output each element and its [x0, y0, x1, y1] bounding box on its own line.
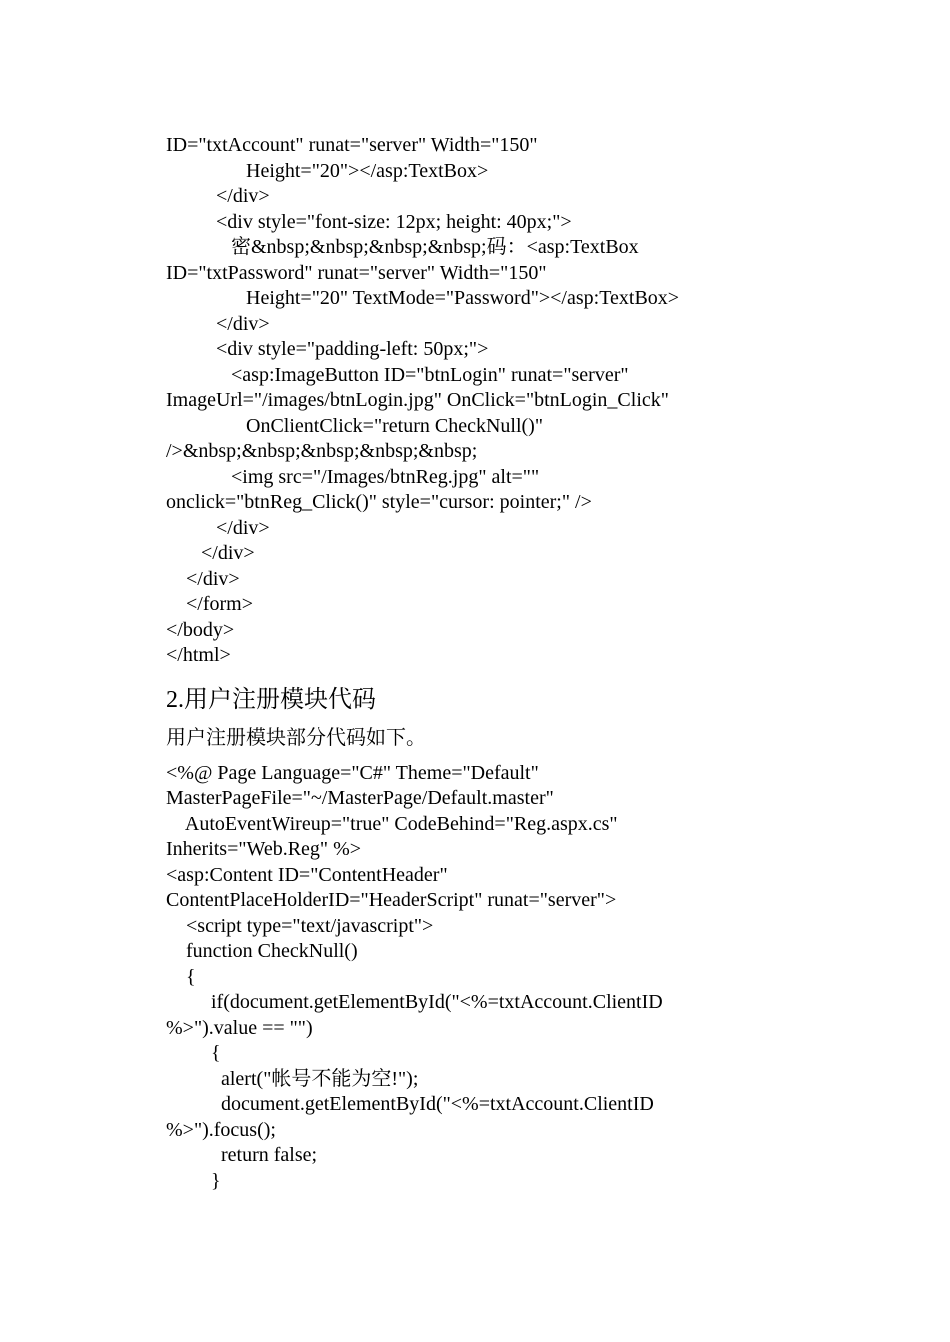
code-line: MasterPageFile="~/MasterPage/Default.master" — [166, 787, 554, 809]
section-intro-paragraph: 用户注册模块部分代码如下。 — [166, 726, 426, 749]
code-line: %>").value == "") — [166, 1016, 313, 1039]
code-line: %>").focus(); — [166, 1118, 276, 1141]
code-line: Height="20"></asp:TextBox> — [166, 159, 489, 182]
code-line: 密&nbsp;&nbsp;&nbsp;&nbsp;码：<asp:TextBox — [166, 236, 639, 258]
code-line: } — [166, 1169, 221, 1192]
code-line: document.getElementById("<%=txtAccount.ClientID — [166, 1093, 654, 1115]
code-line: </div> — [166, 185, 270, 207]
code-line: return false; — [166, 1144, 318, 1166]
code-line: ContentPlaceHolderID="HeaderScript" runat="server"> — [166, 889, 617, 911]
code-line: </body> — [166, 618, 235, 641]
code-line: </div> — [166, 516, 270, 539]
code-line: if(document.getElementById("<%=txtAccount.ClientID — [166, 991, 663, 1013]
code-line: AutoEventWireup="true" CodeBehind="Reg.aspx.cs" — [166, 812, 618, 835]
code-line: </html> — [166, 644, 231, 666]
code-line: <asp:Content ID="ContentHeader" — [166, 863, 448, 886]
code-line: { — [166, 965, 196, 988]
code-line: <div style="font-size: 12px; height: 40px;"> — [166, 210, 572, 233]
code-line: </form> — [166, 593, 253, 615]
code-line: </div> — [166, 567, 240, 590]
code-line: <div style="padding-left: 50px;"> — [166, 338, 489, 360]
code-line: </div> — [166, 312, 270, 335]
code-block-reg-page — [166, 761, 786, 1195]
code-line: OnClientClick="return CheckNull()" — [166, 414, 543, 437]
code-line: { — [166, 1042, 221, 1064]
code-line: Inherits="Web.Reg" %> — [166, 838, 362, 860]
code-line: ImageUrl="/images/btnLogin.jpg" OnClick="btnLogin_Click" — [166, 389, 669, 411]
code-line: Height="20" TextMode="Password"></asp:TextBox> — [166, 287, 680, 309]
code-block-markup — [166, 133, 786, 669]
code-line: <script type="text/javascript"> — [166, 914, 434, 937]
code-line: function CheckNull() — [166, 940, 358, 962]
code-line: alert("帐号不能为空!"); — [166, 1067, 419, 1090]
code-line: <%@ Page Language="C#" Theme="Default" — [166, 761, 539, 784]
document-content — [166, 133, 786, 1194]
code-line: ID="txtPassword" runat="server" Width="150" — [166, 261, 547, 284]
code-line: ID="txtAccount" runat="server" Width="150" — [166, 134, 538, 156]
code-line: />&nbsp;&nbsp;&nbsp;&nbsp;&nbsp; — [166, 440, 478, 462]
code-line: <img src="/Images/btnReg.jpg" alt="" — [166, 465, 540, 488]
code-line: <asp:ImageButton ID="btnLogin" runat="server" — [166, 363, 629, 386]
code-line: onclick="btnReg_Click()" style="cursor: pointer;" /> — [166, 491, 592, 513]
section-heading: 2.用户注册模块代码 — [166, 686, 376, 713]
code-line: </div> — [166, 542, 255, 564]
